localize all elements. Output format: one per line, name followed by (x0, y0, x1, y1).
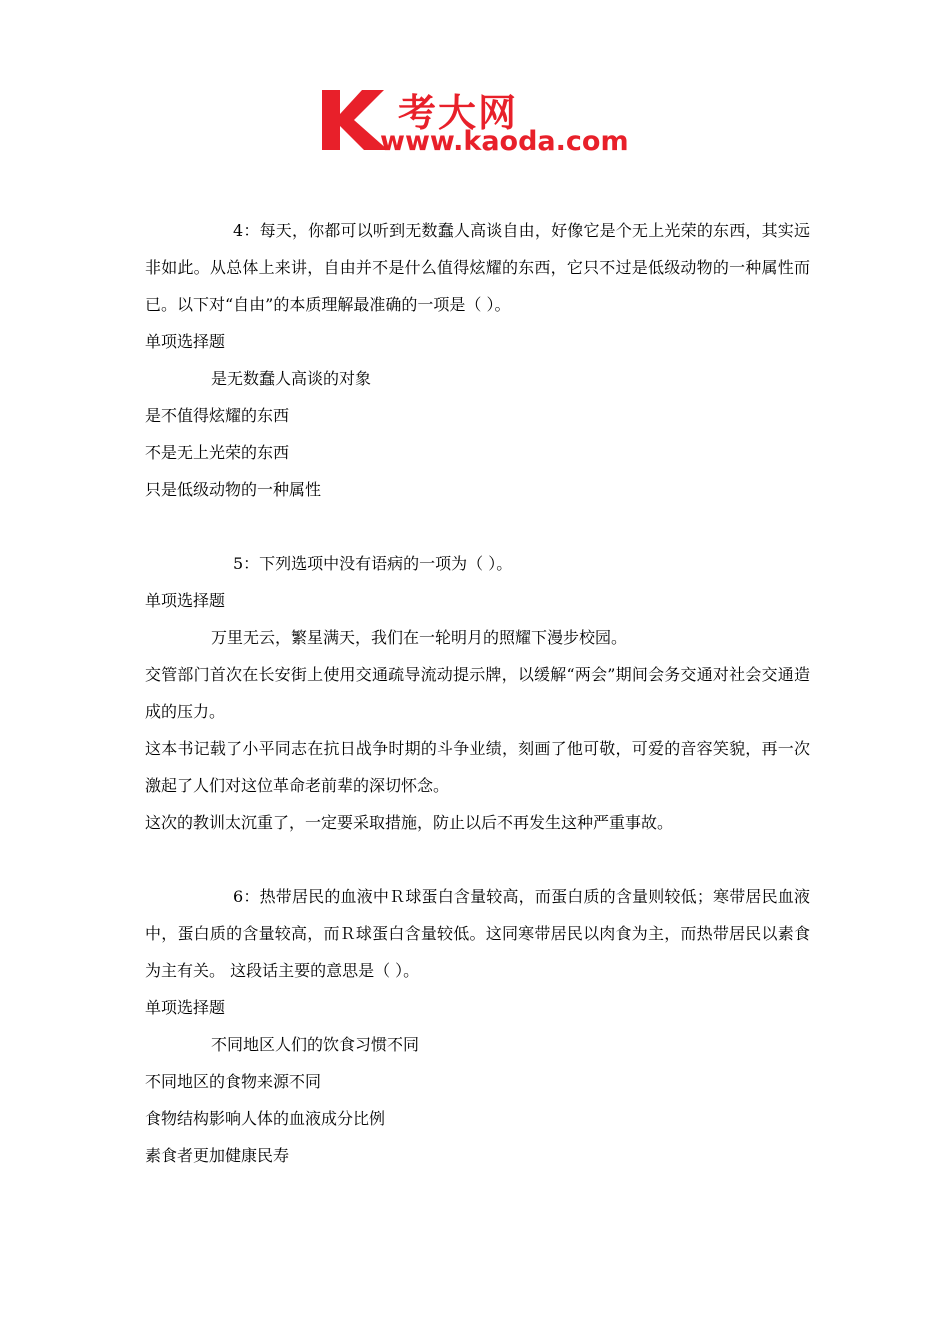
option-b: 不同地区的食物来源不同 (145, 1072, 322, 1091)
option-d: 这次的教训太沉重了，一定要采取措施，防止以后不再发生这种严重事故。 (145, 813, 674, 832)
option-a: 万里无云，繁星满天，我们在一轮明月的照耀下漫步校园。 (211, 628, 628, 647)
question-block (145, 878, 810, 1174)
option-d: 只是低级动物的一种属性 (145, 480, 322, 499)
option-c: 这本书记载了小平同志在抗日战争时期的斗争业绩，刻画了他可敬，可爱的音容笑貌，再一次激起了人们对这位革命老前辈的深切怀念。 (145, 739, 810, 795)
option-b: 是不值得炫耀的东西 (145, 406, 290, 425)
kaoda-logo (318, 82, 638, 160)
option-c: 食物结构影响人体的血液成分比例 (145, 1109, 386, 1128)
option-b: 交管部门首次在长安街上使用交通疏导流动提示牌，以缓解“两会”期间会务交通对社会交通造成的压力。 (145, 665, 810, 721)
question-block (145, 212, 810, 508)
option-c: 不是无上光荣的东西 (145, 443, 290, 462)
question-stem: 6：热带居民的血液中Ｒ球蛋白含量较高，而蛋白质的含量则较低；寒带居民血液中，蛋白质的含量较高，而Ｒ球蛋白含量较低。这同寒带居民以肉食为主，而热带居民以素食为主有关。 这段话主要的意思是（ ）。 (145, 887, 810, 980)
logo-brand-text: 考大网 (398, 91, 519, 135)
logo-url-text: www.kaoda.com (380, 126, 629, 157)
question-type: 单项选择题 (145, 332, 226, 351)
question-stem: 4：每天，你都可以听到无数蠢人高谈自由，好像它是个无上光荣的东西，其实远非如此。从总体上来讲，自由并不是什么值得炫耀的东西，它只不过是低级动物的一种属性而已。以下对“自由”的本质理解最准确的一项是（ ）。 (145, 221, 810, 314)
question-stem: 5：下列选项中没有语病的一项为（ ）。 (233, 554, 513, 573)
document-body (145, 212, 810, 1174)
option-a: 是无数蠢人高谈的对象 (211, 369, 372, 388)
option-a: 不同地区人们的饮食习惯不同 (211, 1035, 420, 1054)
option-d: 素食者更加健康民寿 (145, 1146, 290, 1165)
question-block (145, 545, 810, 841)
question-type: 单项选择题 (145, 998, 226, 1017)
question-type: 单项选择题 (145, 591, 226, 610)
